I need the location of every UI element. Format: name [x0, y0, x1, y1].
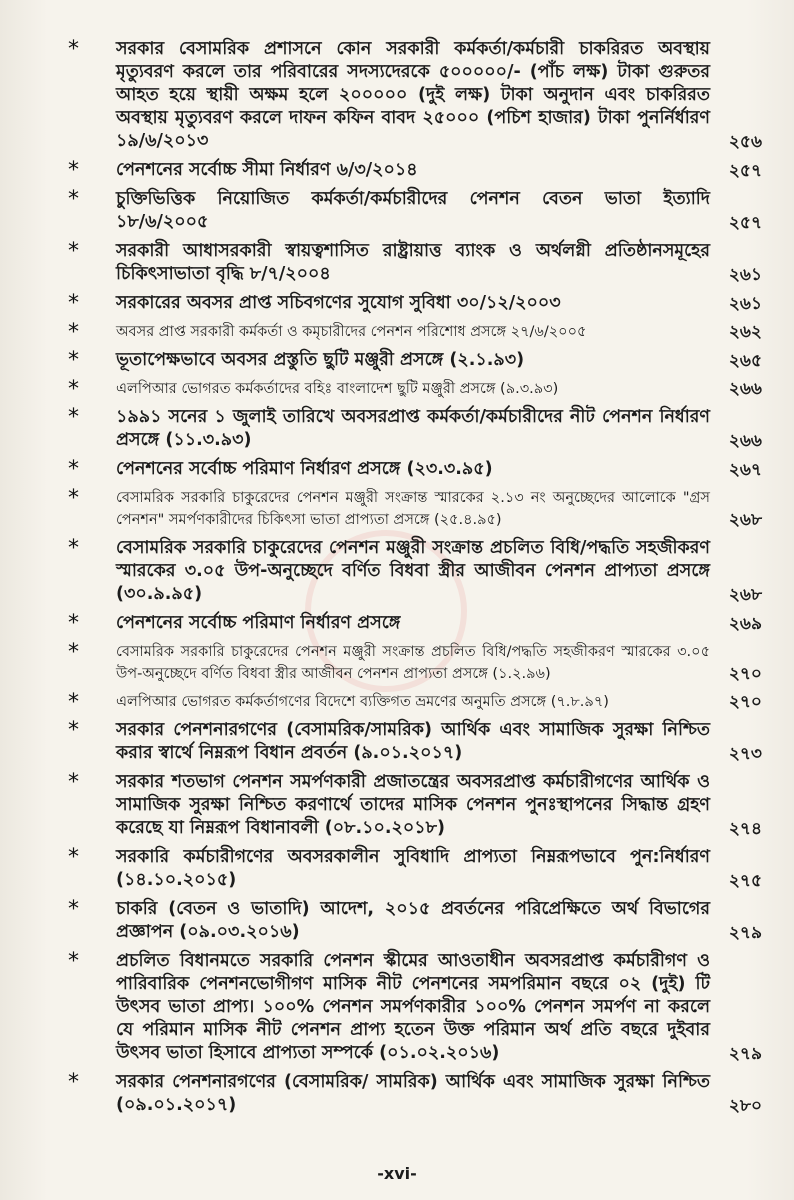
toc-entry-page-number: ২৬৮	[728, 585, 762, 605]
toc-entry	[62, 321, 762, 343]
toc-entry	[62, 771, 762, 840]
toc-entry	[62, 719, 762, 765]
toc-entry	[62, 406, 762, 452]
asterisk-bullet-icon: *	[68, 405, 79, 430]
asterisk-bullet-icon: *	[68, 690, 79, 715]
toc-entry-title: বেসামরিক সরকারি চাকুরেদের পেনশন মঞ্জুরী সংক্রান্ত প্রচলিত বিধি/পদ্ধতি সহজীকরণ স্মারকের ৩.০৫ উপ-অনুচ্ছেদে বর্ণিত বিধবা স্ত্রীর আজীবন পেনশন প্রাপ্যতা প্রসঙ্গে (১.২.৯৬)	[116, 644, 710, 682]
asterisk-bullet-icon: *	[68, 291, 79, 316]
toc-entry-title: প্রচলিত বিধানমতে সরকারি পেনশন স্কীমের আওতাধীন অবসরপ্রাপ্ত কর্মচারীগণ ও পারিবারিক পেনশনভোগীগণ মাসিক নীট পেনশনের সমপরিমান বছরে ০২ (দুই) টি উৎসব ভাতা প্রাপ্য। ১০০% পেনশন সমর্পণকারীর ১০০% পেনশন সমর্পণ না করলে যে পরিমান মাসিক নীট পেনশন প্রাপ্য হতেন উক্ত পরিমান অর্থ প্রতি বছরে দুইবার উৎসব ভাতা হিসাবে প্রাপ্যতা সম্পর্কে (০১.০২.২০১৬)	[116, 951, 710, 1063]
toc-entry	[62, 691, 762, 713]
toc-entry-title: সরকার পেনশনারগণের (বেসামরিক/ সামরিক) আর্থিক এবং সামাজিক সুরক্ষা নিশ্চিত (০৯.০১.২০১৭)	[116, 1072, 710, 1115]
asterisk-bullet-icon: *	[68, 770, 79, 795]
asterisk-bullet-icon: *	[68, 187, 79, 212]
toc-entry-page-number: ২৭৯	[728, 1044, 762, 1064]
toc-entry	[62, 159, 762, 182]
toc-entry-title: সরকার শতভাগ পেনশন সমর্পণকারী প্রজাতন্ত্রের অবসরপ্রাপ্ত কর্মচারীগণের আর্থিক ও সামাজিক সুরক্ষা নিশ্চিত করণার্থে তাদের মাসিক পেনশন পুনঃস্থাপনের সিদ্ধান্ত গ্রহণ করেছে যা নিম্নরূপ বিধানাবলী (০৮.১০.২০১৮)	[116, 772, 710, 838]
toc-entry-page-number: ২৬৬	[728, 379, 762, 399]
toc-entry-title: ভূতাপেক্ষভাবে অবসর প্রস্তুতি ছুটি মঞ্জুরী প্রসঙ্গে (২.১.৯৩)	[116, 350, 525, 370]
toc-entry-page-number: ২৭৯	[728, 923, 762, 943]
toc-entry-title: সরকারী আধাসরকারী স্বায়ত্বশাসিত রাষ্ট্রায়াত্ত ব্যাংক ও অর্থলগ্নী প্রতিষ্ঠানসমূহের চিকিৎসাভাতা বৃদ্ধি ৮/৭/২০০৪	[116, 241, 710, 284]
toc-entry-title: সরকারের অবসর প্রাপ্ত সচিবগণের সুযোগ সুবিধা ৩০/১২/২০০৩	[116, 293, 561, 313]
asterisk-bullet-icon: *	[68, 37, 79, 62]
asterisk-bullet-icon: *	[68, 536, 79, 561]
toc-entry-title: বেসামরিক সরকারি চাকুরেদের পেনশন মঞ্জুরী সংক্রান্ত প্রচলিত বিধি/পদ্ধতি সহজীকরণ স্মারকের ৩.০৫ উপ-অনুচ্ছেদে বর্ণিত বিধবা স্ত্রীর আজীবন পেনশন প্রাপ্যতা প্রসঙ্গে (৩০.৯.৯৫)	[116, 538, 710, 604]
toc-entry	[62, 1071, 762, 1117]
toc-entry-page-number: ২৭৪	[728, 819, 762, 839]
toc-entry	[62, 846, 762, 892]
toc-entry-page-number: ২৫৭	[728, 213, 762, 233]
toc-entry	[62, 240, 762, 286]
toc-entry-title: সরকার পেনশনারগণের (বেসামরিক/সামরিক) আর্থিক এবং সামাজিক সুরক্ষা নিশ্চিত করার স্বার্থে নিম্নরূপ বিধান প্রবর্তন (৯.০১.২০১৭)	[116, 720, 710, 763]
toc-entry	[62, 898, 762, 944]
toc-entry	[62, 612, 762, 635]
toc-entry-page-number: ২৫৬	[728, 132, 762, 152]
asterisk-bullet-icon: *	[68, 377, 79, 402]
toc-entry-title: ১৯৯১ সনের ১ জুলাই তারিখে অবসরপ্রাপ্ত কর্মকর্তা/কর্মচারীদের নীট পেনশন নির্ধারণ প্রসঙ্গে (১১.৩.৯৩)	[116, 407, 710, 450]
toc-entry-page-number: ২৮০	[728, 1096, 762, 1116]
asterisk-bullet-icon: *	[68, 348, 79, 373]
toc-entry-page-number: ২৭০	[728, 664, 762, 684]
toc-entry	[62, 950, 762, 1065]
page-number-footer: -xvi-	[377, 1164, 417, 1183]
toc-entry-title: এলপিআর ভোগরত কর্মকর্তাগণের বিদেশে ব্যক্তিগত ভ্রমণের অনুমতি প্রসঙ্গে (৭.৮.৯৭)	[116, 694, 609, 710]
toc-entry	[62, 349, 762, 372]
toc-entry-title: অবসর প্রাপ্ত সরকারী কর্মকর্তা ও কমৃচারীদের পেনশন পরিশোধ প্রসঙ্গে ২৭/৬/২০০৫	[116, 324, 587, 340]
toc-entry-title: সরকার বেসামরিক প্রশাসনে কোন সরকারী কর্মকর্তা/কর্মচারী চাকরিরত অবস্থায় মৃত্যুবরণ করলে তার পরিবারের সদস্যদেরকে ৫০০০০০/- (পাঁচ লক্ষ) টাকা গুরুতর আহত হয়ে স্থায়ী অক্ষম হলে ২০০০০০ (দুই লক্ষ) টাকা অনুদান এবং চাকরিরত অবস্থায় মৃত্যুবরণ করলে দাফন কফিন বাবদ ২৫০০০ (পচিশ হাজার) টাকা পুনর্নির্ধারণ ১৯/৬/২০১৩	[116, 39, 710, 151]
toc-entry-page-number: ২৬৬	[728, 431, 762, 451]
asterisk-bullet-icon: *	[68, 320, 79, 345]
toc-entry-page-number: ২৬৮	[728, 510, 762, 530]
toc-entry-page-number: ২৫৭	[728, 161, 762, 181]
asterisk-bullet-icon: *	[68, 158, 79, 183]
toc-entry	[62, 487, 762, 531]
toc-entry-page-number: ২৬৭	[728, 460, 762, 480]
asterisk-bullet-icon: *	[68, 239, 79, 264]
toc-entry-page-number: ২৭৩	[728, 744, 762, 764]
toc-entry-page-number: ২৭৫	[728, 871, 762, 891]
toc-entry-title: পেনশনের সর্বোচ্চ পরিমাণ নির্ধারণ প্রসঙ্গে (২৩.৩.৯৫)	[116, 459, 493, 479]
toc-entry	[62, 188, 762, 234]
asterisk-bullet-icon: *	[68, 845, 79, 870]
toc-entry	[62, 378, 762, 400]
asterisk-bullet-icon: *	[68, 457, 79, 482]
toc-entry-title: চুক্তিভিত্তিক নিয়োজিত কর্মকর্তা/কর্মচারীদের পেনশন বেতন ভাতা ইত্যাদি ১৮/৬/২০০৫	[116, 189, 710, 232]
asterisk-bullet-icon: *	[68, 486, 79, 511]
asterisk-bullet-icon: *	[68, 897, 79, 922]
table-of-contents	[62, 38, 762, 1123]
asterisk-bullet-icon: *	[68, 718, 79, 743]
toc-entry-title: বেসামরিক সরকারি চাকুরেদের পেনশন মঞ্জুরী সংক্রান্ত স্মারকের ২.১৩ নং অনুচ্ছেদের আলোকে "গ্রস পেনশন" সমর্পণকারীদের চিকিৎসা ভাতা প্রাপ্যতা প্রসঙ্গে (২৫.৪.৯৫)	[116, 490, 710, 528]
toc-entry	[62, 38, 762, 153]
toc-entry-page-number: ২৭০	[728, 692, 762, 712]
toc-entry	[62, 458, 762, 481]
toc-entry-page-number: ২৬৯	[728, 614, 762, 634]
asterisk-bullet-icon: *	[68, 640, 79, 665]
asterisk-bullet-icon: *	[68, 1070, 79, 1095]
toc-entry	[62, 641, 762, 685]
toc-entry	[62, 537, 762, 606]
toc-entry-title: পেনশনের সর্বোচ্চ পরিমাণ নির্ধারণ প্রসঙ্গে	[116, 613, 401, 633]
toc-entry-page-number: ২৬৫	[728, 351, 762, 371]
asterisk-bullet-icon: *	[68, 949, 79, 974]
toc-entry-page-number: ২৬১	[728, 294, 762, 314]
toc-entry-title: পেনশনের সর্বোচ্চ সীমা নির্ধারণ ৬/৩/২০১৪	[116, 160, 418, 180]
toc-entry-title: সরকারি কর্মচারীগণের অবসরকালীন সুবিধাদি প্রাপ্যতা নিম্নরূপভাবে পুন:নির্ধারণ (১৪.১০.২০১৫)	[116, 847, 710, 890]
toc-entry	[62, 292, 762, 315]
toc-entry-title: এলপিআর ভোগরত কর্মকর্তাদের বহিঃ বাংলাদেশ ছুটি মঞ্জুরী প্রসঙ্গে (৯.৩.৯৩)	[116, 381, 559, 397]
toc-entry-page-number: ২৬২	[728, 322, 762, 342]
toc-entry-page-number: ২৬১	[728, 265, 762, 285]
toc-entry-title: চাকরি (বেতন ও ভাতাদি) আদেশ, ২০১৫ প্রবর্তনের পরিপ্রেক্ষিতে অর্থ বিভাগের প্রজ্ঞাপন (০৯.০৩.২০১৬)	[116, 899, 710, 942]
asterisk-bullet-icon: *	[68, 611, 79, 636]
